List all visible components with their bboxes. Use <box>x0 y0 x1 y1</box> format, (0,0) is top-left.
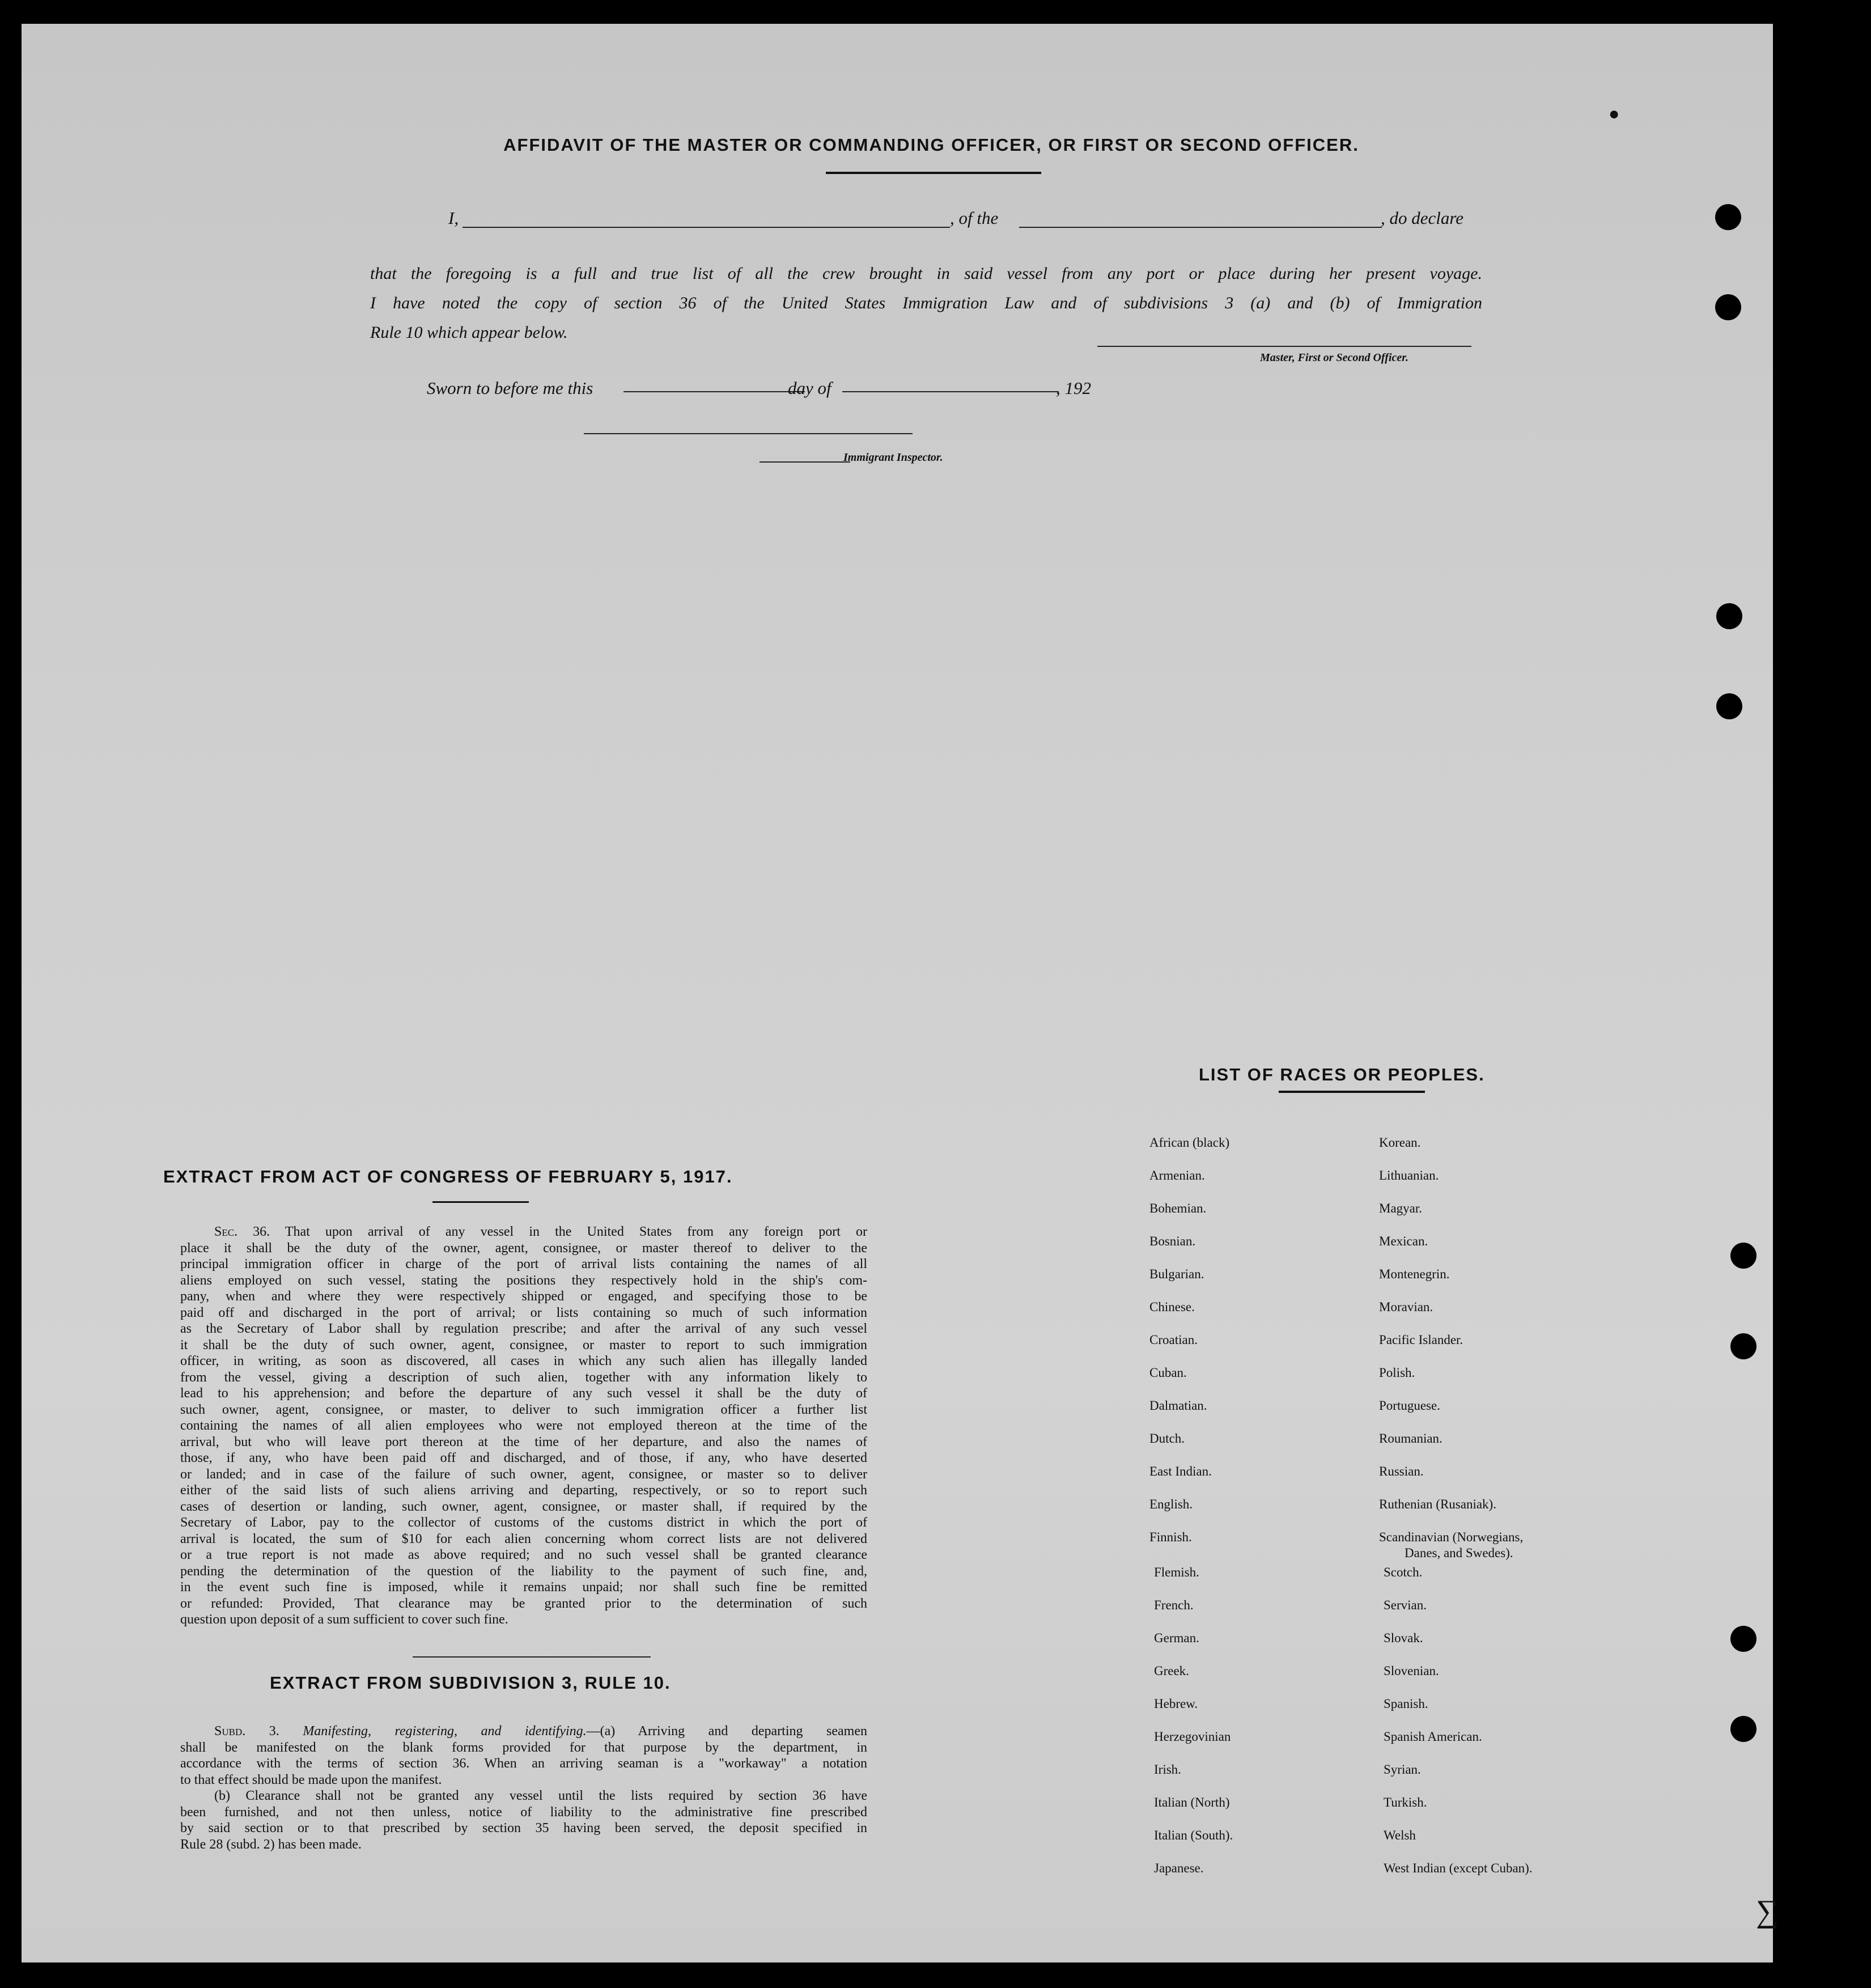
act-line: in the event such fine is imposed, while it remains unpaid; nor shall such fine be remitted <box>180 1580 867 1595</box>
race-item: English. <box>1149 1497 1193 1511</box>
document-page <box>22 24 1779 1962</box>
act-section-divider <box>413 1656 651 1658</box>
act-line: from the vessel, giving a description of such alien, together with any information likely to <box>180 1370 867 1385</box>
act-line: it shall be the duty of such owner, agent, consignee, or master to report to such immigration <box>180 1337 867 1353</box>
act-line: place it shall be the duty of the owner, agent, consignee, or master thereof to deliver to the <box>180 1240 867 1256</box>
race-item: Italian (South). <box>1154 1828 1233 1842</box>
punch-hole <box>1730 1243 1757 1269</box>
act-line: principal immigration officer in charge of the port of arrival lists containing the names of all <box>180 1257 867 1271</box>
punch-hole <box>1716 603 1742 629</box>
subd-a-line: shall be manifested on the blank forms provided for that purpose by the department, in <box>180 1740 867 1755</box>
race-item: West Indian (except Cuban). <box>1384 1861 1533 1875</box>
act-line: paid off and discharged in the port of arrival; or lists containing so much of such information <box>180 1305 867 1320</box>
declarant-name-field[interactable] <box>463 227 950 228</box>
race-item: East Indian. <box>1149 1464 1212 1478</box>
subd-b-line: been furnished, and not then unless, notice of liability to the administrative fine prescribed <box>180 1804 867 1820</box>
subd-a-line: accordance with the terms of section 36. When an arriving seaman is a "workaway" a notation <box>180 1756 867 1771</box>
punch-hole <box>1715 204 1741 230</box>
race-item: Lithuanian. <box>1379 1168 1439 1182</box>
act-line: cases of desertion or landing, such owner, agent, consignee, or master shall, if required by the <box>180 1499 867 1514</box>
rule-extract-title: EXTRACT FROM SUBDIVISION 3, RULE 10. <box>270 1673 671 1693</box>
margin-mark: ● <box>1609 103 1620 124</box>
race-item: Chinese. <box>1149 1300 1195 1314</box>
declaration-line: I have noted the copy of section 36 of the United States Immigration Law and of subdivisions 3 (a) and (b) of Immigration <box>370 294 1482 312</box>
sworn-prefix: Sworn to before me this <box>427 378 593 398</box>
race-item: Magyar. <box>1379 1201 1423 1215</box>
race-item: Greek. <box>1154 1664 1189 1678</box>
inspector-signature-field[interactable] <box>584 433 913 434</box>
race-item: Russian. <box>1379 1464 1424 1478</box>
races-title-underline <box>1279 1091 1425 1093</box>
race-item: Armenian. <box>1149 1168 1205 1182</box>
declaration-line: that the foregoing is a full and true list of all the crew brought in said vessel from any port or place during her present voyage. <box>370 264 1482 283</box>
race-item-continuation: Danes, and Swedes). <box>1405 1546 1513 1560</box>
race-item: Spanish American. <box>1384 1730 1482 1744</box>
race-item: Cuban. <box>1149 1366 1187 1380</box>
race-item: Roumanian. <box>1379 1431 1443 1446</box>
act-line: those, if any, who have been paid off and discharged, and of those, if any, who have deserted <box>180 1451 867 1465</box>
act-line: such owner, agent, consignee, or master, to deliver to such immigration officer a further list <box>180 1402 867 1417</box>
race-item: Welsh <box>1384 1828 1416 1842</box>
race-item: African (black) <box>1149 1135 1230 1150</box>
race-item: French. <box>1154 1598 1194 1612</box>
declaration-line: Rule 10 which appear below. <box>370 323 568 342</box>
act-line: containing the names of all alien employees who were not employed thereon at the time of the <box>180 1418 867 1433</box>
race-item: Scotch. <box>1384 1565 1423 1579</box>
sworn-year-label: , 192 <box>1056 378 1091 398</box>
subd-heading: Manifesting, registering, and identifying. <box>303 1724 587 1739</box>
punch-hole <box>1730 1333 1757 1359</box>
race-item: Montenegrin. <box>1379 1267 1450 1281</box>
subd-a-line: to that effect should be made upon the manifest. <box>180 1772 442 1787</box>
race-item: Slovak. <box>1384 1631 1423 1645</box>
punch-hole <box>1716 693 1742 719</box>
of-the-label: , of the <box>950 208 999 228</box>
race-item: Slovenian. <box>1384 1664 1439 1678</box>
subd-b-line: Rule 28 (subd. 2) has been made. <box>180 1837 362 1852</box>
act-line: arrival, but who will leave port thereon at the time of her departure, and also the names of <box>180 1434 867 1449</box>
act-line: arrival is located, the sum of $10 for each alien concerning whom correct lists are not delivered <box>180 1531 867 1546</box>
title-underline <box>826 172 1041 174</box>
act-line: Secretary of Labor, pay to the collector of customs of the customs district in which the port of <box>180 1515 867 1530</box>
race-item: Scandinavian (Norwegians, <box>1379 1530 1524 1544</box>
section-36-text <box>180 1224 867 1628</box>
race-item: Servian. <box>1384 1598 1427 1612</box>
race-item: Bohemian. <box>1149 1201 1207 1215</box>
section-label: Sec. 36. <box>214 1224 270 1239</box>
race-item: Turkish. <box>1384 1795 1427 1809</box>
section-36-first-line <box>180 1224 867 1240</box>
race-item: Korean. <box>1379 1135 1421 1150</box>
race-item: Polish. <box>1379 1366 1415 1380</box>
race-item: Pacific Islander. <box>1379 1333 1463 1347</box>
act-title-underline <box>432 1201 529 1203</box>
subd-b-line: by said section or to that prescribed by section 35 having been served, the deposit specified in <box>180 1821 867 1836</box>
act-line: question upon deposit of a sum sufficient to cover such fine. <box>180 1612 508 1627</box>
sworn-month-field[interactable] <box>842 391 1059 392</box>
race-item: Dalmatian. <box>1149 1398 1207 1413</box>
race-item: Bosnian. <box>1149 1234 1196 1248</box>
race-item: Herzegovinian <box>1154 1730 1231 1744</box>
act-line: aliens employed on such vessel, stating the positions they respectively hold in the ship's com- <box>180 1273 867 1288</box>
subd-label: Subd. 3. <box>214 1724 279 1739</box>
sworn-day-of-label: day of <box>788 378 831 398</box>
race-item: Dutch. <box>1149 1431 1185 1446</box>
act-line: as the Secretary of Labor shall by regulation prescribe; and after the arrival of any such vessel <box>180 1321 867 1336</box>
act-line: or refunded: Provided, That clearance may be granted prior to the determination of such <box>180 1596 867 1611</box>
race-item: Italian (North) <box>1154 1795 1230 1809</box>
act-line: officer, in writing, as soon as discovered, all cases in which any such alien has illegally landed <box>180 1354 867 1368</box>
inspector-label: Immigrant Inspector. <box>843 451 943 464</box>
act-line: pending the determination of the question of the liability to the payment of such fine, and, <box>180 1563 867 1579</box>
races-title: LIST OF RACES OR PEOPLES. <box>1199 1065 1485 1084</box>
vessel-name-field[interactable] <box>1019 227 1382 228</box>
race-item: Ruthenian (Rusaniak). <box>1379 1497 1496 1511</box>
act-line: either of the said lists of such aliens arriving and departing, respectively, or so to report such <box>180 1483 867 1498</box>
act-line: or landed; and in case of the failure of such owner, agent, consignee, or master so to deliver <box>180 1466 867 1482</box>
race-item: Irish. <box>1154 1762 1181 1777</box>
subdivision-3-text <box>180 1723 867 1853</box>
act-extract-title: EXTRACT FROM ACT OF CONGRESS OF FEBRUARY 5, 1917. <box>163 1167 733 1186</box>
act-line: That upon arrival of any vessel in the United States from any foreign port or <box>285 1224 867 1239</box>
race-item: Hebrew. <box>1154 1697 1198 1711</box>
declarant-prefix: I, <box>448 208 459 228</box>
declaration-text <box>370 259 1482 347</box>
race-item: Croatian. <box>1149 1333 1198 1347</box>
punch-hole <box>1730 1716 1757 1742</box>
handwritten-mark: ∑ <box>1756 1894 1779 1929</box>
race-item: Flemish. <box>1154 1565 1199 1579</box>
act-lines <box>180 1240 867 1628</box>
rule-b-lines <box>180 1788 867 1853</box>
punch-hole <box>1730 1626 1757 1652</box>
officer-signature-label: Master, First or Second Officer. <box>1260 351 1408 364</box>
act-line: lead to his apprehension; and before the departure of any such vessel it shall be the duty of <box>180 1386 867 1401</box>
race-item: Portuguese. <box>1379 1398 1440 1413</box>
subd-first-line <box>180 1723 867 1740</box>
sworn-day-field[interactable] <box>623 391 805 392</box>
punch-hole <box>1715 294 1741 320</box>
race-item: Mexican. <box>1379 1234 1428 1248</box>
officer-signature-field[interactable] <box>1097 346 1471 347</box>
affidavit-title: AFFIDAVIT OF THE MASTER OR COMMANDING OFFICER, OR FIRST OR SECOND OFFICER. <box>503 135 1359 155</box>
do-declare-label: , do declare <box>1381 208 1464 228</box>
race-item: Moravian. <box>1379 1300 1433 1314</box>
race-item: Syrian. <box>1384 1762 1421 1777</box>
race-item: Spanish. <box>1384 1697 1428 1711</box>
subd-b-line: (b) Clearance shall not be granted any vessel until the lists required by section 36 have <box>214 1788 867 1803</box>
subd-line: —(a) Arriving and departing seamen <box>586 1724 867 1739</box>
race-item: Finnish. <box>1149 1530 1192 1544</box>
inspector-underline <box>760 461 850 463</box>
act-line: or a true report is not made as above required; and no such vessel shall be granted clearance <box>180 1548 867 1562</box>
race-item: Bulgarian. <box>1149 1267 1204 1281</box>
race-item: Japanese. <box>1154 1861 1204 1875</box>
rule-a-lines <box>180 1740 867 1788</box>
race-item: German. <box>1154 1631 1199 1645</box>
act-line: pany, when and where they were respectively shipped or engaged, and specifying those to be <box>180 1289 867 1304</box>
